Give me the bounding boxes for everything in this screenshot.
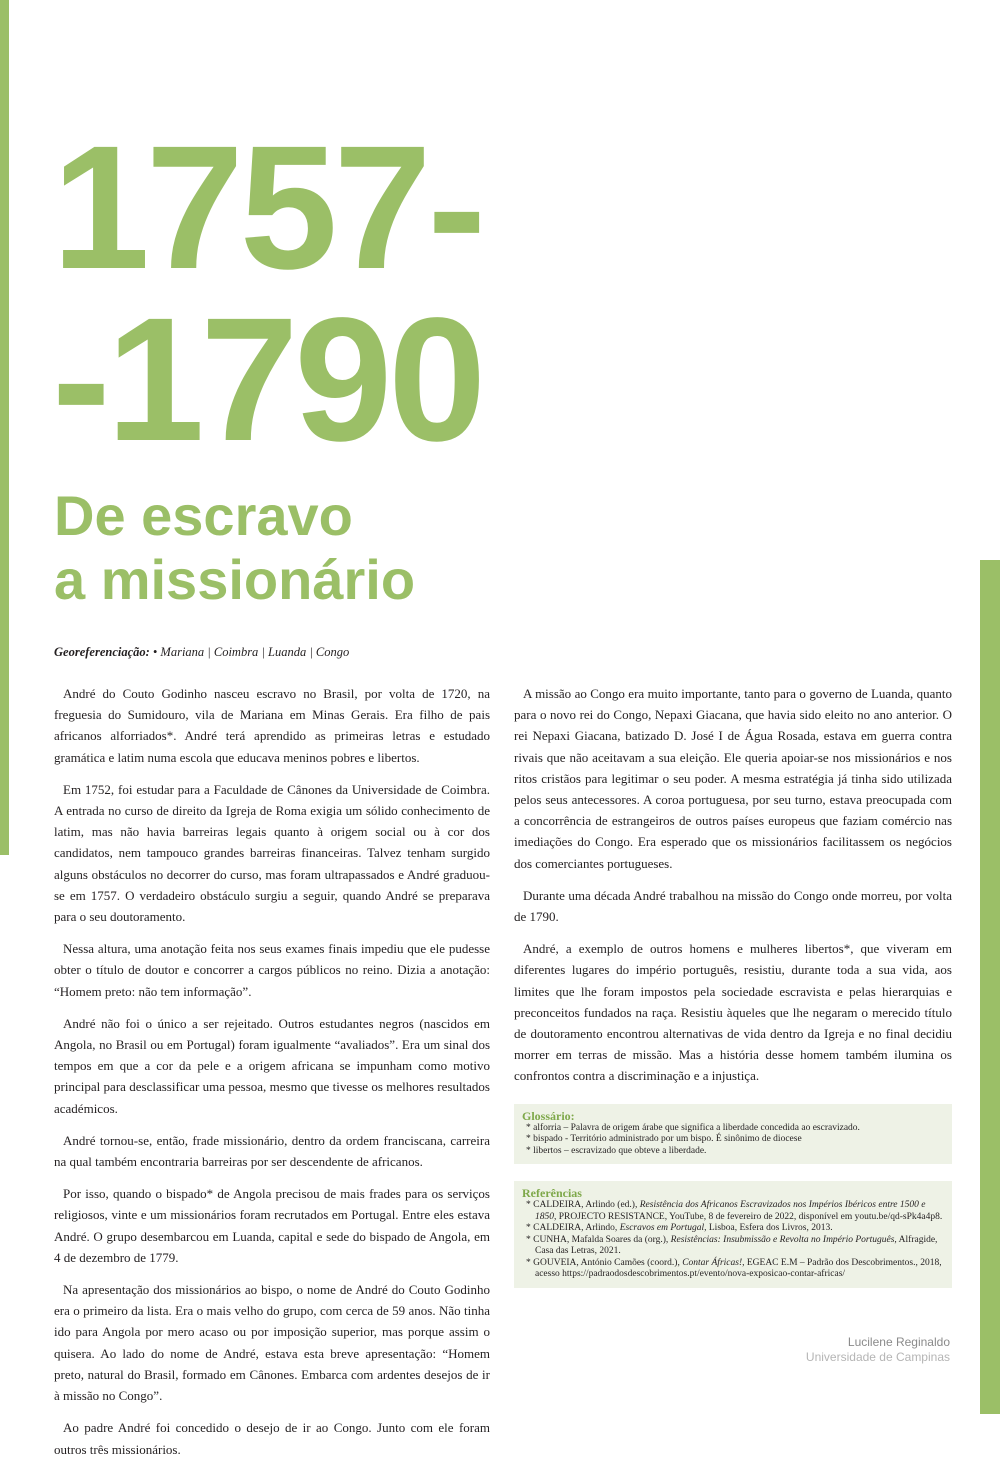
right-accent-bar [980,560,1000,1414]
year-range-title [52,110,483,478]
paragraph: Nessa altura, uma anotação feita nos seus exames finais impediu que ele pudesse obter o título de doutor e concorrer a cargos públicos no reino. Dizia a anotação: “Homem preto: não tem informação”. [54,941,490,999]
subtitle-line-1: De escravo [54,484,353,547]
paragraph: Por isso, quando o bispado* de Angola precisou de mais frades para os serviços religiosos, vinte e um missionários foram recrutados em Portugal. Entre eles estava André. O grupo desembarcou em Luanda, capital e sede do bispado de Angola, em 4 de dezembro de 1779. [54,1186,490,1265]
georeference-label: Georeferenciação: [54,645,150,659]
references-title: Referências [522,1186,582,1201]
reference-item: * CALDEIRA, Arlindo (ed.), Resistência dos Africanos Escravizados nos Impérios Ibéricos entre 1500 e 1850, PROJECTO RESISTANCE, YouTube, 8 de fevereiro de 2022, disponível em youtu.be/qd-sPk4a4p8. [522,1200,944,1223]
paragraph: Na apresentação dos missionários ao bispo, o nome de André do Couto Godinho era o primeiro da lista. Era o mais velho do grupo, com cerca de 59 anos. Não tinha ido para Angola por mero acaso ou por imposição superior, mas porque assim o quisera. Ao lado do nome de André, estava esta breve apresentação: “Homem preto, natural do Brasil, formado em Cânones. Embarca com ardentes desejos de ir à missão no Congo”. [54,1282,490,1404]
paragraph: Ao padre André foi concedido o desejo de ir ao Congo. Junto com ele foram outros três missionários. [54,1420,490,1457]
paragraph: André do Couto Godinho nasceu escravo no Brasil, por volta de 1720, na freguesia do Sumidouro, vila de Mariana em Minas Gerais. Era filho de pais africanos alforriados*. André terá aprendido as primeiras letras e estudado gramática e latim numa escola que educava meninos pobres e libertos. [54,686,490,765]
references-box [514,1181,952,1288]
subtitle-line-2: a missionário [54,548,416,611]
year-end: -1790 [52,282,483,478]
paragraph: Em 1752, foi estudar para a Faculdade de Cânones da Universidade de Coimbra. A entrada no curso de direito da Igreja de Roma exigia um sólido conhecimento de latim, mas não havia barreiras legais quanto à origem social ou à cor dos candidatos, nem tampouco grandes barreiras financeiras. Talvez tenham surgido alguns obstáculos no decorrer do curso, mas foram ultrapassados e André graduou-se em 1757. O verdadeiro obstáculo surgiu a seguir, quando André se preparava para o seu doutoramento. [54,781,490,925]
reference-item: * CUNHA, Mafalda Soares da (org.), Resistências: Insubmissão e Revolta no Império Português, Alfragide, Casa das Letras, 2021. [522,1235,944,1258]
year-start: 1757- [52,110,483,306]
paragraph: André tornou-se, então, frade missionário, dentro da ordem franciscana, carreira na qual também encontraria barreiras por ser descendente de africanos. [54,1132,490,1170]
paragraph: André, a exemplo de outros homens e mulheres libertos*, que viveram em diferentes lugares do império português, resistiu, durante toda a sua vida, aos limites que lhe foram impostos pela sociedade escravista e pelas hierarquias e preconceitos fundados na raça. Resistiu àqueles que lhe negaram o merecido título de doutoramento encontrou alternativas de vida dentro da Igreja e no final decidiu morrer em terras de missão. Mas a história desse homem também ilumina os confrontos contra a discriminação e a injustiça. [514,941,952,1084]
glossary-title: Glossário: [522,1108,575,1123]
subtitle [54,484,415,612]
glossary-item: * alforria – Palavra de origem árabe que significa a liberdade concedida ao escravizado. [522,1123,944,1135]
paragraph: André não foi o único a ser rejeitado. Outros estudantes negros (nascidos em Angola, no Brasil ou em Portugal) foram igualmente “avaliados”. Era um sinal dos tempos em que a cor da pele e a origem africana se impunham como motivo principal para desclassificar uma pessoa, mesmo que tivesse os melhores resultados académicos. [54,1015,490,1116]
author-institution: Universidade de Campinas [805,1350,950,1364]
georeference-places: • Mariana | Coimbra | Luanda | Congo [149,645,350,659]
georeference [54,645,349,660]
paragraph: Durante uma década André trabalhou na missão do Congo onde morreu, por volta de 1790. [514,887,952,925]
glossary-list [522,1123,944,1158]
left-column [54,683,490,1471]
right-column [514,683,952,1288]
references-list [522,1200,944,1281]
reference-item: * CALDEIRA, Arlindo, Escravos em Portugal, Lisboa, Esfera dos Livros, 2013. [522,1223,944,1235]
glossary-box [514,1104,952,1165]
glossary-item: * bispado - Território administrado por um bispo. É sinônimo de diocese [522,1134,944,1146]
author-name: Lucilene Reginaldo [847,1335,950,1349]
reference-item: * GOUVEIA, António Camões (coord.), Contar Áfricas!, EGEAC E.M – Padrão dos Descobrimentos., 2018, acesso https://padraodosdescobrimentos.pt/evento/nova-exposicao-contar-africas/ [522,1258,944,1281]
left-accent-bar [0,0,9,855]
paragraph: A missão ao Congo era muito importante, tanto para o governo de Luanda, quanto para o novo rei do Congo, Nepaxi Giacana, que havia sido eleito no ano anterior. O rei Nepaxi Giacana, batizado D. José I de Água Rosada, estava em guerra contra rivais que não aceitavam a sua eleição. Ele queria apoiar-se nos missionários e nos ritos cristãos para legitimar o seu poder. A mesma estratégia já tinha sido utilizada pelos seus antecessores. A coroa portuguesa, por seu turno, estava preocupada com a concorrência de estrangeiros de outros países europeus que faziam comércio nas imediações do Congo. Era esperado que os missionários facilitassem os negócios dos comerciantes portugueses. [514,686,952,871]
glossary-item: * libertos – escravizado que obteve a liberdade. [522,1146,944,1158]
